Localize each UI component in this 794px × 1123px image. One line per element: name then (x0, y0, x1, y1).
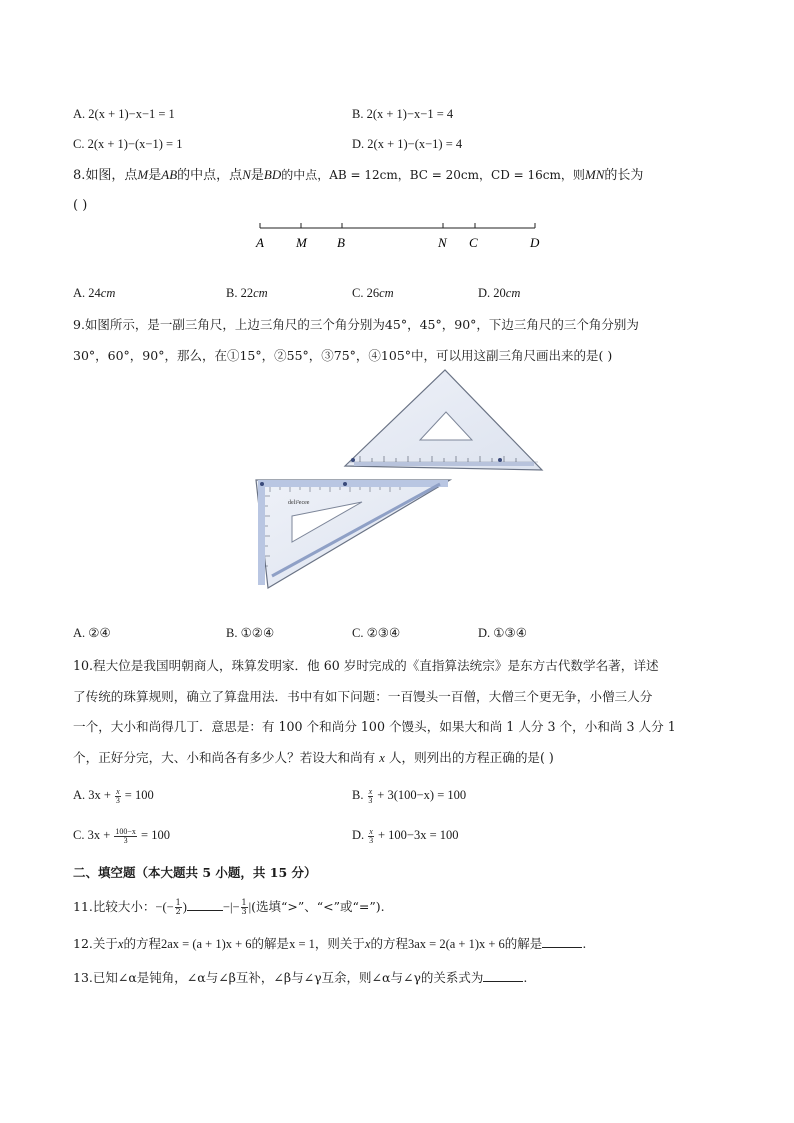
q9-option-b: B. ①②④ (226, 626, 275, 640)
set-square-45-45-90 (345, 370, 542, 470)
set-square-30-60-90 (256, 480, 450, 588)
section-title-fill-in: 二、填空题（本大题共 5 小题，共 15 分） (73, 865, 317, 880)
point-a-label: A (256, 235, 264, 250)
set-squares-photo (250, 366, 546, 592)
q10-option-c: C. 3x + $\frac{100-x}{3}$ = 100 (73, 826, 170, 845)
q10-option-d: D. $\frac{x}{3}$ + 100−3x = 100 (352, 826, 459, 845)
q7-option-c: C. 2(x + 1)−(x−1) = 1 (73, 137, 183, 151)
q8-option-c: C. 26cm (352, 286, 394, 300)
q10-option-a: A. 3x + $\frac{x}{3}$ = 100 (73, 786, 154, 805)
q8-option-d: D. 20cm (478, 286, 521, 300)
q10-stem-line2: 了传统的珠算规则，确立了算盘用法．书中有如下问题：一百馒头一百僧，大僧三个更无争，小僧三人分 (73, 689, 653, 704)
q8-stem: 8.如图，点M是AB的中点，点N是BD的中点，AB = 12cm，BC = 20cm，CD = 16cm，则MN的长为 (73, 167, 644, 183)
point-d-label: D (530, 235, 540, 250)
point-m-label: M (296, 235, 307, 250)
point-c-label: C (469, 235, 478, 250)
q10-stem-line4: 个，正好分完，大、小和尚各有多少人？若设大和尚有 x 人，则列出的方程正确的是( ) (73, 750, 554, 765)
q10-stem-line3: 一个，大小和尚得几丁．意思是：有 100 个和尚分 100 个馒头，如果大和尚 1 人分 3 个，小和尚 3 人分 1 (73, 719, 676, 734)
q13-answer-blank[interactable] (483, 981, 523, 982)
q11-stem: 11.比较大小：−(− $\frac{1}{2}$ ) −|− $\frac{1}{3}$ |(选填“>”、“<”或“=”). (73, 898, 385, 916)
q7-option-d: D. 2(x + 1)−(x−1) = 4 (352, 137, 463, 151)
q9-option-d: D. ①③④ (478, 626, 527, 640)
q9-stem-line1: 9.如图所示，是一副三角尺，上边三角尺的三个角分别为45°，45°，90°，下边三角尺的三个角分别为 (73, 317, 639, 332)
q8-answer-bracket: ( ) (73, 198, 88, 213)
q8-option-b: B. 22cm (226, 286, 268, 300)
point-n-label: N (438, 235, 447, 250)
q9-stem-line2: 30°，60°，90°，那么，在①15°，②55°，③75°，④105°中，可以用这副三角尺画出来的是( ) (73, 348, 613, 363)
q13-stem: 13.已知∠α是钝角，∠α与∠β互补，∠β与∠γ互余，则∠α与∠γ的关系式为 . (73, 970, 528, 985)
q9-option-a: A. ②④ (73, 626, 111, 640)
q7-option-b: B. 2(x + 1)−x−1 = 4 (352, 107, 454, 121)
point-b-label: B (337, 235, 345, 250)
ruler-brand-text: deli²ecee (288, 500, 310, 506)
q10-stem-line1: 10.程大位是我国明朝商人，珠算发明家．他 60 岁时完成的《直指算法统宗》是东方古代数学名著，详述 (73, 658, 659, 673)
q12-answer-blank[interactable] (542, 947, 582, 948)
q9-option-c: C. ②③④ (352, 626, 401, 640)
q10-option-b: B. $\frac{x}{3}$ + 3(100−x) = 100 (352, 786, 467, 805)
q8-segment-diagram (250, 220, 550, 256)
q8-option-a: A. 24cm (73, 286, 116, 300)
q11-answer-blank[interactable] (187, 910, 223, 911)
q7-option-a: A. 2(x + 1)−x−1 = 1 (73, 107, 175, 121)
q12-stem: 12.关于x的方程2ax = (a + 1)x + 6的解是x = 1，则关于x的方程3ax = 2(a + 1)x + 6的解是 . (73, 936, 587, 951)
